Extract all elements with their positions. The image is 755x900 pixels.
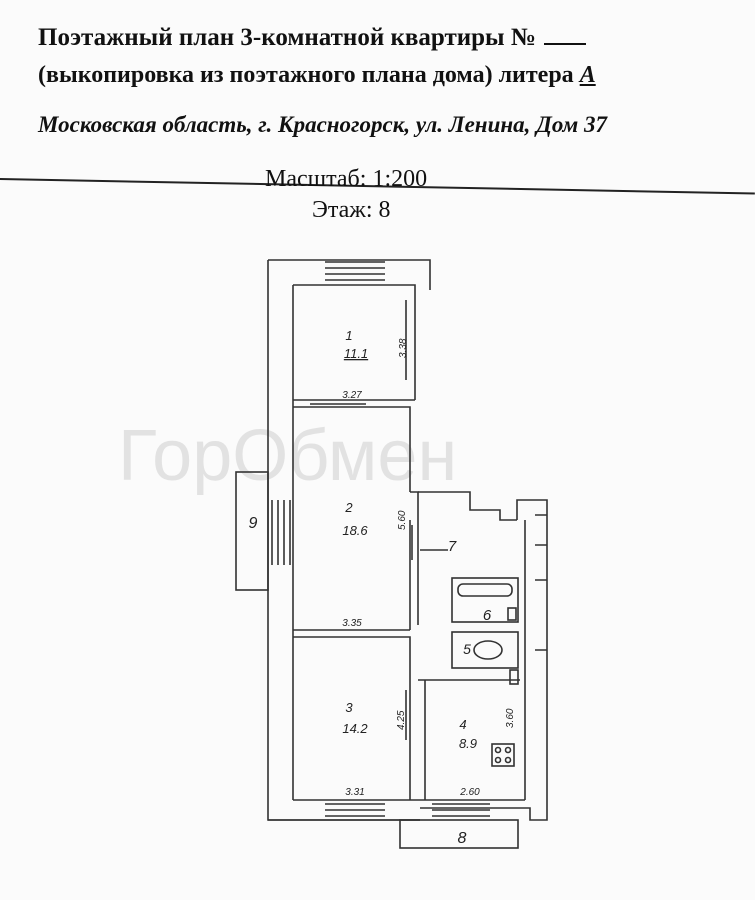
wall-room2-right [410, 492, 418, 630]
room-1-number: 1 [345, 328, 353, 343]
room-3-number: 3 [345, 700, 353, 715]
room-1-area: 11.1 [343, 346, 369, 361]
room-1-width: 3.27 [342, 390, 362, 401]
window-room1 [325, 262, 385, 280]
dimension-ticks [310, 300, 448, 740]
room-3-area: 14.2 [342, 721, 368, 736]
room-4-length: 3.60 [505, 708, 516, 728]
address: Московская область, г. Красногорск, ул. Ленина, Дом 37 [38, 112, 607, 137]
room-3-width: 3.31 [345, 787, 365, 798]
room-3-length: 4.25 [396, 710, 407, 730]
toilet-5 [452, 632, 518, 668]
wall-inner-room1 [293, 285, 415, 400]
wall-room2-room3 [293, 630, 410, 800]
room-4-area: 8.9 [458, 736, 478, 751]
stove-icon [492, 744, 514, 766]
room-8-number: 8 [457, 830, 467, 847]
floor-label: Этаж: 8 [312, 197, 391, 223]
wall-corridor-top [418, 492, 517, 520]
room-6-number: 6 [482, 607, 492, 624]
room-1-length: 3.38 [398, 338, 409, 358]
room-4-number: 4 [459, 717, 467, 732]
watermark: ГорОбмен [118, 416, 458, 496]
room-2-length: 5.60 [397, 510, 408, 530]
window-room2 [272, 500, 290, 565]
toilet-bowl-icon [474, 641, 502, 659]
room-9-number: 9 [248, 515, 258, 532]
plan-subtitle-text: (выкопировка из поэтажного плана дома) литера [38, 62, 574, 88]
wall-stubs [535, 515, 547, 650]
room-4-width: 2.60 [460, 787, 480, 798]
bathtub-icon [458, 584, 512, 596]
window-room4 [432, 804, 490, 816]
room-2-area: 18.6 [342, 523, 368, 538]
room-2-width: 3.35 [342, 618, 362, 629]
plan-title-text: Поэтажный план 3-комнатной квартиры № [38, 24, 536, 51]
litera-value: А [579, 62, 596, 88]
wall-outer-bottom-right [268, 500, 547, 820]
scale-label: Масштаб: 1:200 [265, 166, 428, 192]
kitchen-sink-icon [510, 670, 518, 684]
window-room3 [325, 804, 385, 816]
room-7-number: 7 [447, 538, 457, 555]
room-5-number: 5 [463, 641, 471, 657]
sink-icon [508, 608, 516, 620]
room-2-number: 2 [345, 500, 353, 515]
